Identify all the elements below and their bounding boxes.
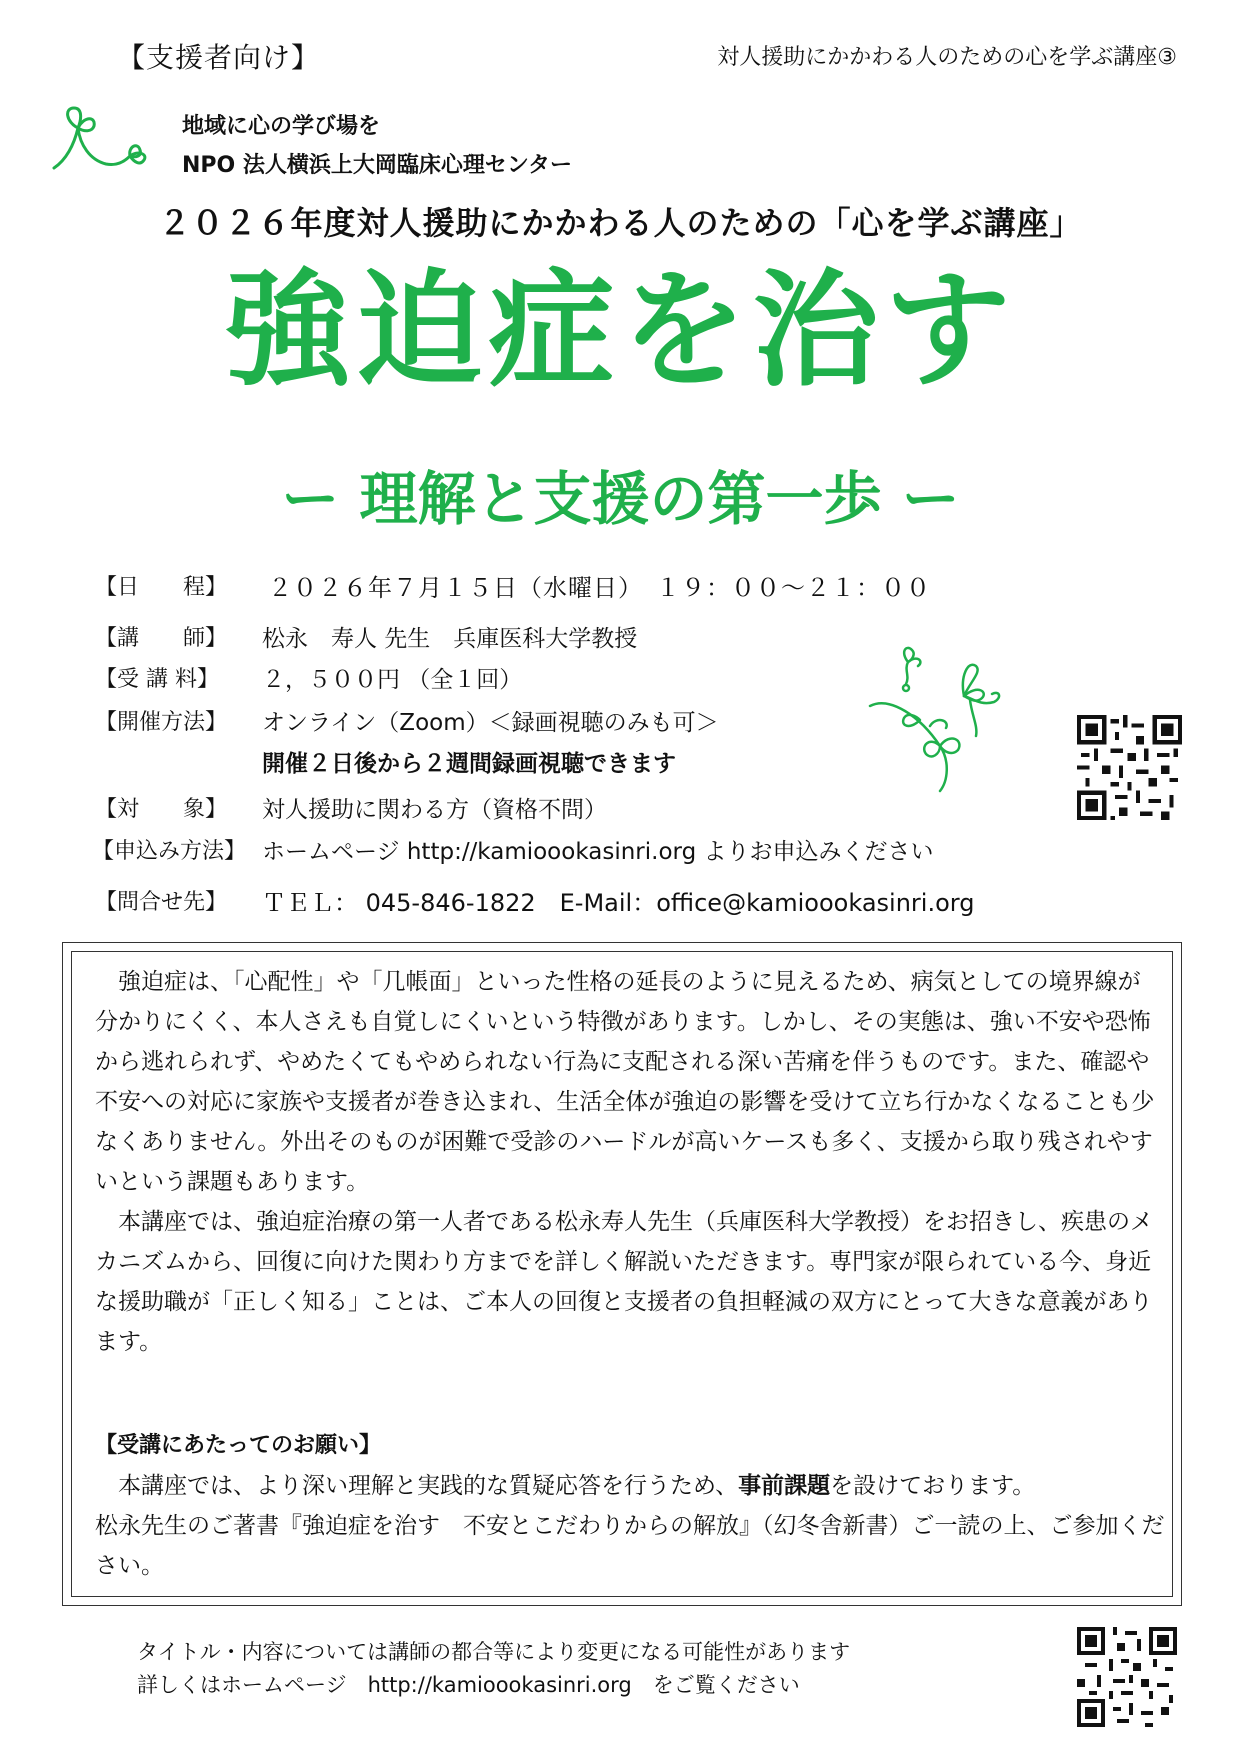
course-headline: ２０２６年度対人援助にかかわる人のための「心を学ぶ講座」 [158, 204, 1083, 242]
description-paragraph-2: 本講座では、強迫症治療の第一人者である松永寿人先生（兵庫医科大学教授）をお招きし、疾患のメカニズムから、回復に向けた関わり方までを詳しく解説いただきます。専門家が限られている今、身近な援助職が「正しく知る」ことは、ご本人の回復と支援者の負担軽減の双方にとって大きな意義があります。 [95, 1209, 1153, 1355]
detail-value-lecturer: 松永 寿人 先生 兵庫医科大学教授 [262, 626, 638, 652]
detail-value-target: 対人援助に関わる方（資格不問） [262, 797, 607, 823]
request-title: 【受講にあたってのお願い】 [95, 1433, 382, 1458]
description-paragraph-1: 強迫症は、「心配性」や「几帳面」といった性格の延長のように見えるため、病気としての境界線が分かりにくく、本人さえも自覚しにくいという特徴があります。しかし、その実態は、強い不安や恐怖から逃れられず、やめたくてもやめられない行為に支配される深い苦痛を伴うものです。また、確認や不安への対応に家族や支援者が巻き込まれ、生活全体が強迫の影響を受けて立ち行かなくなることも少なくありません。外出そのものが困難で受診のハードルが高いケースも多く、支援から取り残されやすいという課題もあります。 [95, 969, 1155, 1195]
detail-label-fee: 【受 講 料】 [95, 667, 219, 692]
main-title: 強迫症を治す [224, 257, 1017, 404]
request-line1-pre: 本講座では、より深い理解と実践的な質疑応答を行うため、 [118, 1473, 739, 1499]
detail-label-contact: 【問合せ先】 [95, 890, 228, 915]
sprout-illustration-icon [860, 636, 1010, 796]
org-name: NPO 法人横浜上大岡臨床心理センター [182, 153, 573, 178]
detail-label-target: 【対 象】 [95, 797, 228, 822]
detail-value-apply: ホームページ http://kamioookasinri.org よりお申込みください [262, 839, 934, 865]
description-text [95, 962, 1155, 1362]
request-text [95, 1466, 1165, 1586]
detail-label-lecturer: 【講 師】 [95, 626, 228, 651]
detail-value-contact: ＴＥＬ： 045-846-1822 E-Mail：office@kamioookasinri.org [262, 889, 975, 917]
detail-value-date: ２０２６年７月１５日（水曜日） １９：００～２１：００ [268, 574, 931, 602]
audience-tag: 【支援者向け】 [117, 41, 321, 74]
qr-code-icon [1077, 1627, 1177, 1727]
detail-label-apply: 【申込み方法】 [92, 839, 247, 864]
footer-note-change: タイトル・内容については講師の都合等により変更になる可能性があります [137, 1640, 851, 1664]
org-tagline: 地域に心の学び場を [182, 114, 381, 139]
qr-code-icon [1077, 715, 1182, 820]
detail-value-fee: ２，５００円 （全１回） [262, 667, 523, 693]
subtitle: ー 理解と支援の第一歩 ー [281, 465, 960, 533]
request-line1-bold: 事前課題 [738, 1473, 831, 1499]
detail-value-method: オンライン（Zoom）＜録画視聴のみも可＞ [262, 710, 719, 736]
request-line1-post: を設けております。 [830, 1473, 1036, 1499]
detail-label-method: 【開催方法】 [95, 710, 228, 735]
request-line2: 松永先生のご著書『強迫症を治す 不安とこだわりからの解放』（幻冬舎新書）ご一読の上、ご参加ください。 [95, 1513, 1165, 1579]
detail-value-recording: 開催２日後から２週間録画視聴できます [262, 751, 676, 777]
footer-note-website: 詳しくはホームページ http://kamioookasinri.org をご覧ください [137, 1673, 800, 1697]
detail-label-date: 【日 程】 [95, 575, 228, 600]
series-label: 対人援助にかかわる人のための心を学ぶ講座③ [717, 45, 1177, 70]
clover-logo-icon [44, 100, 156, 180]
